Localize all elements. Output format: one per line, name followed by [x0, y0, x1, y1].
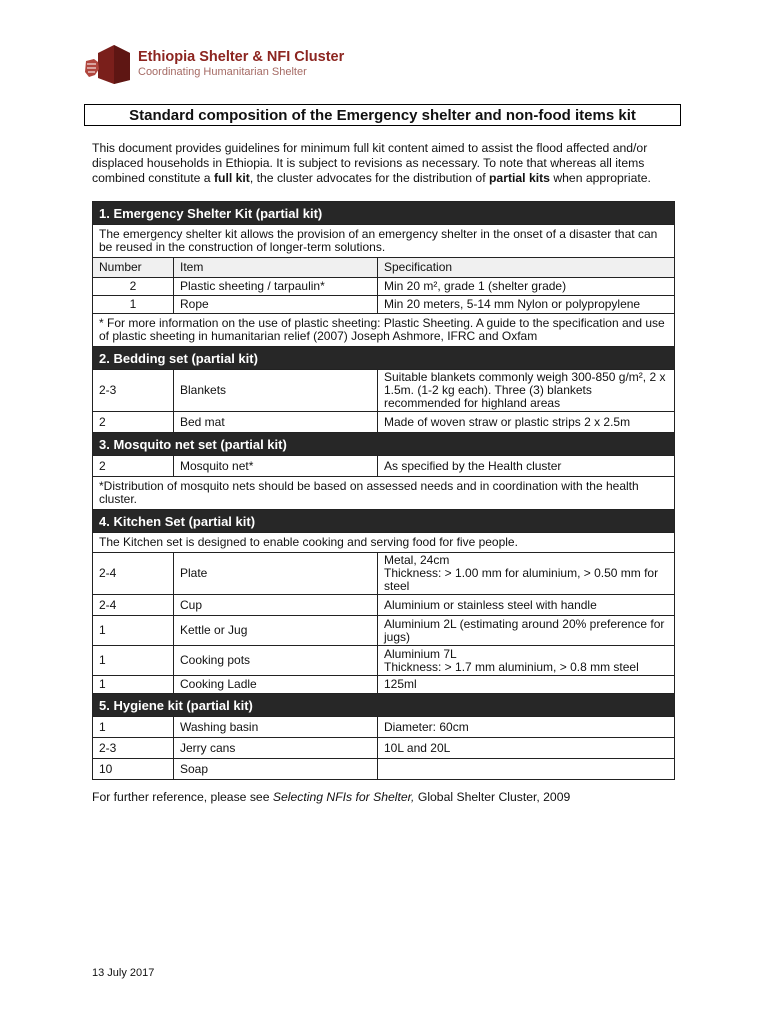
- cell-number: 1: [93, 296, 174, 314]
- table-row: [93, 456, 675, 477]
- section-header-row: [93, 694, 675, 717]
- table-row: [93, 370, 675, 412]
- table-row: [93, 676, 675, 694]
- section-footnote: * For more information on the use of plastic sheeting: Plastic Sheeting. A guide to the specification and use of plastic sheeting in humanitarian relief (2007) Joseph Ashmore, IFRC and Oxfam: [93, 314, 675, 347]
- cell-number: 2-4: [93, 553, 174, 595]
- section-header-row: [93, 433, 675, 456]
- table-row: [93, 717, 675, 738]
- cell-spec: Aluminium 2L (estimating around 20% preference for jugs): [378, 616, 675, 646]
- cell-number: 2-3: [93, 738, 174, 759]
- cell-spec: Diameter: 60cm: [378, 717, 675, 738]
- cell-item: Jerry cans: [174, 738, 378, 759]
- cell-item: Cooking Ladle: [174, 676, 378, 694]
- cell-spec: 125ml: [378, 676, 675, 694]
- cell-number: 2: [93, 278, 174, 296]
- document-date: 13 July 2017: [92, 967, 155, 979]
- section-footnote: *Distribution of mosquito nets should be based on assessed needs and in coordination with the health cluster.: [93, 477, 675, 510]
- cell-item: Blankets: [174, 370, 378, 412]
- table-row: [93, 738, 675, 759]
- section-header-row: [93, 202, 675, 225]
- further-reference-title: Selecting NFIs for Shelter,: [272, 790, 415, 804]
- cell-spec: [378, 759, 675, 780]
- cell-item: Soap: [174, 759, 378, 780]
- cell-number: 10: [93, 759, 174, 780]
- column-header-number: Number: [93, 258, 174, 278]
- intro-text: This document provides guidelines for minimum full kit content aimed to assist the flood affected and/or displaced households in Ethiopia. It is subject to revisions as necessary. To note that whereas all items combined constitute a: [92, 141, 648, 185]
- cell-item: Cooking pots: [174, 646, 378, 676]
- cell-number: 1: [93, 676, 174, 694]
- house-hand-logo-icon: [84, 44, 134, 86]
- cell-spec: 10L and 20L: [378, 738, 675, 759]
- table-row: [93, 278, 675, 296]
- column-header-specification: Specification: [378, 258, 675, 278]
- section-title: 2. Bedding set (partial kit): [93, 347, 675, 370]
- section-description: The Kitchen set is designed to enable cooking and serving food for five people.: [93, 533, 675, 553]
- cell-item: Bed mat: [174, 412, 378, 433]
- cell-number: 2-4: [93, 595, 174, 616]
- table-row: [93, 296, 675, 314]
- kit-composition-table: [92, 201, 675, 780]
- intro-text: when appropriate.: [549, 171, 651, 185]
- cell-spec: Aluminium 7L Thickness: > 1.7 mm aluminium, > 0.8 mm steel: [378, 646, 675, 676]
- logo-name: Ethiopia Shelter & NFI Cluster: [138, 49, 345, 65]
- cell-number: 2: [93, 412, 174, 433]
- cell-spec: Suitable blankets commonly weigh 300-850 g/m², 2 x 1.5m. (1-2 kg each). Three (3) blankets recommended for highland areas: [378, 370, 675, 412]
- document-title: Standard composition of the Emergency shelter and non-food items kit: [84, 104, 681, 126]
- table-row: [93, 759, 675, 780]
- logo-subtitle: Coordinating Humanitarian Shelter: [138, 66, 307, 78]
- cell-number: 2: [93, 456, 174, 477]
- section-header-row: [93, 347, 675, 370]
- cell-number: 2-3: [93, 370, 174, 412]
- section-header-row: [93, 510, 675, 533]
- cell-item: Plastic sheeting / tarpaulin*: [174, 278, 378, 296]
- cell-item: Rope: [174, 296, 378, 314]
- column-header-row: [93, 258, 675, 278]
- section-description-row: [93, 225, 675, 258]
- cell-spec: Min 20 meters, 5-14 mm Nylon or polypropylene: [378, 296, 675, 314]
- further-reference: [92, 790, 570, 804]
- column-header-item: Item: [174, 258, 378, 278]
- section-description-row: [93, 533, 675, 553]
- cell-spec: Min 20 m², grade 1 (shelter grade): [378, 278, 675, 296]
- footnote-row: [93, 314, 675, 347]
- cell-item: Mosquito net*: [174, 456, 378, 477]
- cell-spec: Aluminium or stainless steel with handle: [378, 595, 675, 616]
- intro-text: , the cluster advocates for the distribution of: [249, 171, 489, 185]
- cell-spec: Made of woven straw or plastic strips 2 x 2.5m: [378, 412, 675, 433]
- footnote-row: [93, 477, 675, 510]
- section-title: 4. Kitchen Set (partial kit): [93, 510, 675, 533]
- table-row: [93, 595, 675, 616]
- cell-number: 1: [93, 646, 174, 676]
- table-row: [93, 412, 675, 433]
- section-title: 3. Mosquito net set (partial kit): [93, 433, 675, 456]
- cell-item: Washing basin: [174, 717, 378, 738]
- intro-paragraph: [92, 141, 682, 186]
- cell-item: Cup: [174, 595, 378, 616]
- intro-bold-full-kit: full kit: [213, 171, 250, 185]
- intro-bold-partial-kits: partial kits: [488, 171, 550, 185]
- section-description: The emergency shelter kit allows the provision of an emergency shelter in the onset of a disaster that can be reused in the construction of longer-term solutions.: [93, 225, 675, 258]
- cluster-logo: [84, 44, 394, 86]
- section-title: 5. Hygiene kit (partial kit): [93, 694, 675, 717]
- table-row: [93, 553, 675, 595]
- cell-spec: Metal, 24cm Thickness: > 1.00 mm for aluminium, > 0.50 mm for steel: [378, 553, 675, 595]
- further-reference-prefix: For further reference, please see: [92, 790, 273, 804]
- cell-item: Plate: [174, 553, 378, 595]
- cell-item: Kettle or Jug: [174, 616, 378, 646]
- table-row: [93, 616, 675, 646]
- table-row: [93, 646, 675, 676]
- cell-number: 1: [93, 616, 174, 646]
- section-title: 1. Emergency Shelter Kit (partial kit): [93, 202, 675, 225]
- further-reference-suffix: Global Shelter Cluster, 2009: [414, 790, 571, 804]
- cell-spec: As specified by the Health cluster: [378, 456, 675, 477]
- cell-number: 1: [93, 717, 174, 738]
